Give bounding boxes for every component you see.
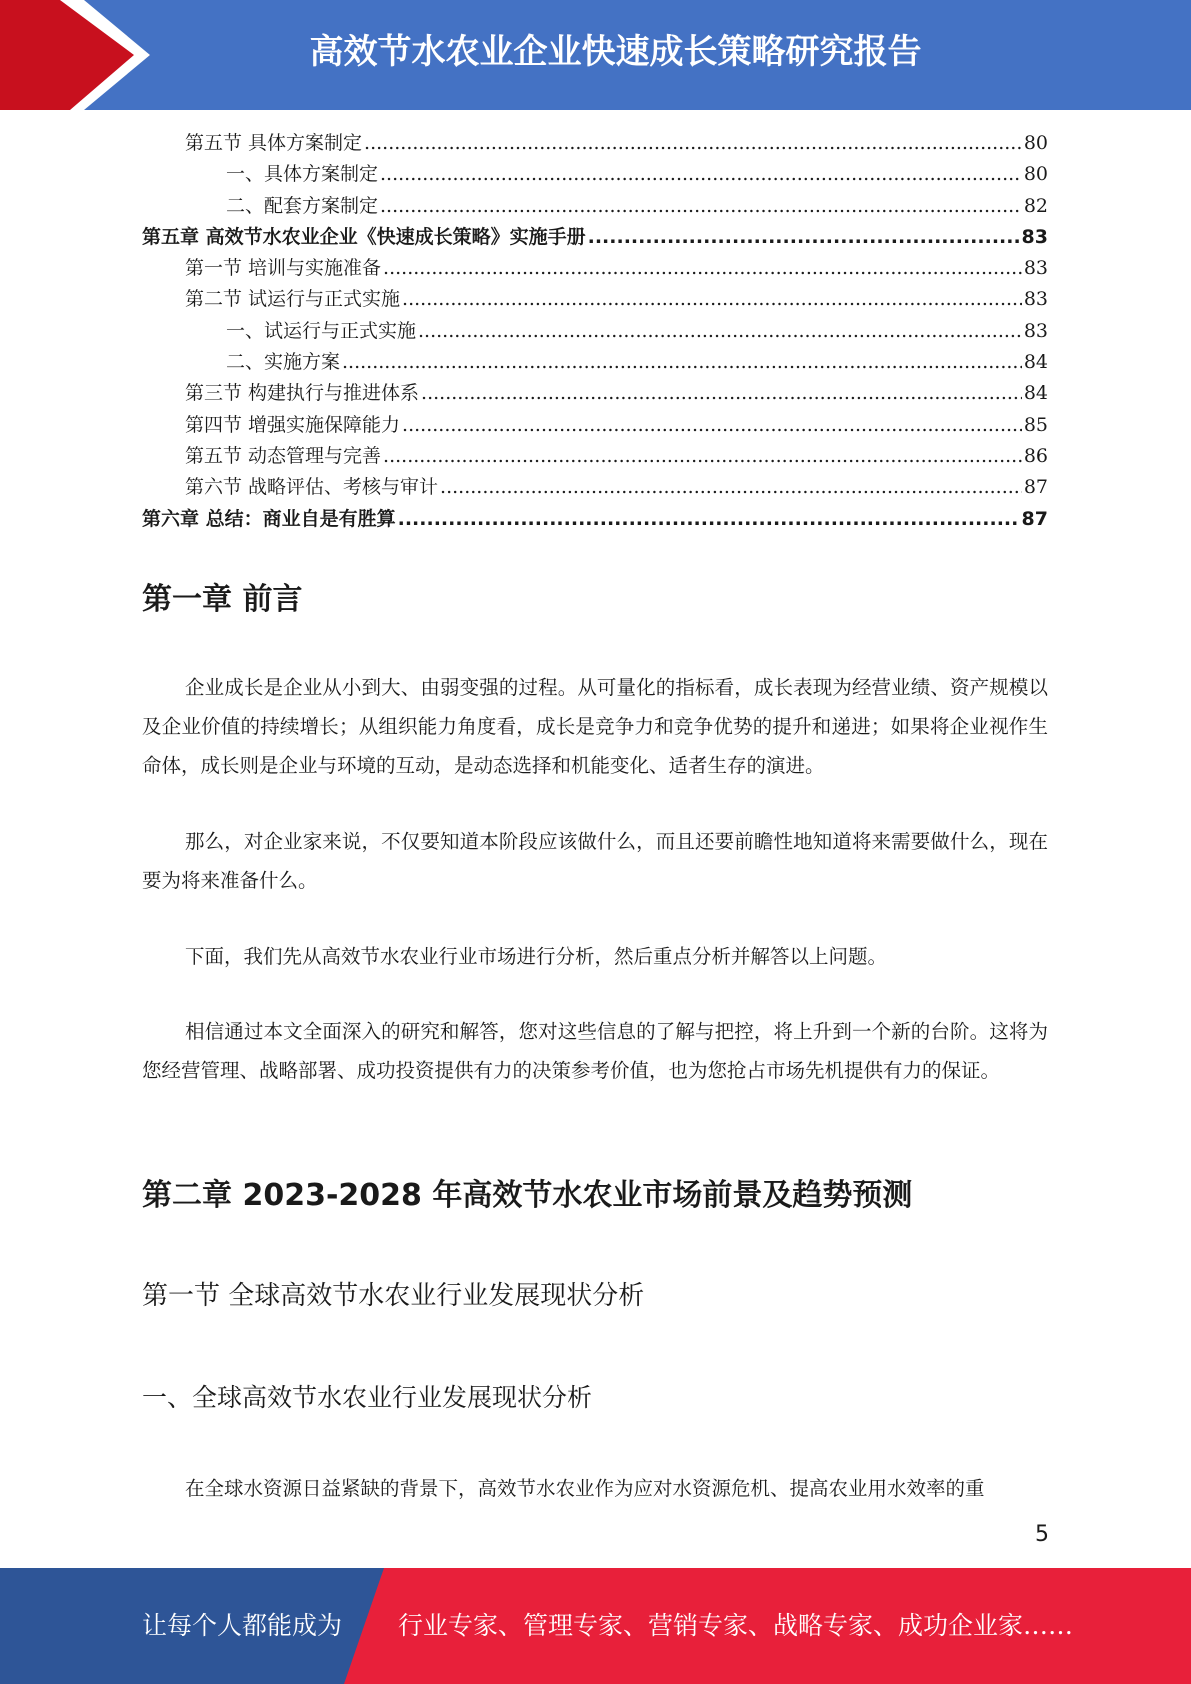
footer-slogan-left: 让每个人都能成为	[142, 1611, 343, 1640]
toc-leader-dots	[380, 159, 1022, 190]
toc-entry-label: 二、配套方案制定	[226, 194, 379, 217]
page-footer	[0, 1568, 1191, 1684]
toc-entry-label: 第五节 动态管理与完善	[185, 444, 382, 467]
toc-entry-page: 83	[1023, 319, 1048, 342]
toc-leader-dots	[364, 128, 1022, 159]
toc-entry-label: 第六节 战略评估、考核与审计	[185, 476, 439, 499]
toc-leader-dots	[383, 441, 1022, 472]
toc-leader-dots	[418, 316, 1022, 347]
toc-entry[interactable]	[142, 504, 1048, 535]
report-title: 高效节水农业企业快速成长策略研究报告	[309, 32, 922, 72]
toc-entry-label: 第三节 构建执行与推进体系	[185, 382, 420, 405]
toc-entry-label: 一、试运行与正式实施	[226, 319, 417, 342]
toc-entry[interactable]	[142, 316, 1048, 347]
body-paragraph: 相信通过本文全面深入的研究和解答，您对这些信息的了解与把控，将上升到一个新的台阶。这将为您经营管理、战略部署、成功投资提供有力的决策参考价值，也为您抢占市场先机提供有力的保证。	[142, 1020, 1048, 1082]
toc-entry-page: 85	[1023, 413, 1048, 436]
toc-entry[interactable]	[142, 222, 1048, 253]
toc-entry-label: 二、实施方案	[226, 351, 341, 374]
toc-entry-page: 87	[1023, 476, 1048, 499]
toc-entry-page: 84	[1023, 351, 1048, 374]
toc-entry[interactable]	[142, 441, 1048, 472]
toc-entry-label: 第六章 总结：商业自是有胜算	[142, 507, 396, 530]
toc-entry[interactable]	[142, 128, 1048, 159]
toc-leader-dots	[342, 347, 1022, 378]
toc-leader-dots	[398, 504, 1020, 535]
toc-entry-page: 83	[1021, 225, 1048, 248]
toc-leader-dots	[421, 378, 1022, 409]
toc-leader-dots	[588, 222, 1020, 253]
toc-leader-dots	[380, 191, 1022, 222]
toc-entry[interactable]	[142, 284, 1048, 315]
toc-entry[interactable]	[142, 410, 1048, 441]
toc-entry-label: 一、具体方案制定	[226, 163, 379, 186]
page-header	[0, 0, 1191, 110]
toc-entry[interactable]	[142, 159, 1048, 190]
subsection-heading: 一、全球高效节水农业行业发展现状分析	[142, 1383, 593, 1412]
toc-entry-page: 83	[1023, 288, 1048, 311]
toc-entry-label: 第二节 试运行与正式实施	[185, 288, 401, 311]
toc-entry-page: 83	[1023, 257, 1048, 280]
toc-entry[interactable]	[142, 472, 1048, 503]
toc-leader-dots	[402, 284, 1022, 315]
toc-entry-label: 第五章 高效节水农业企业《快速成长策略》实施手册	[142, 225, 586, 248]
toc-entry-page: 80	[1023, 132, 1048, 154]
chapter-2-heading: 第二章 2023-2028 年高效节水农业市场前景及趋势预测	[142, 1178, 913, 1213]
toc-entry-page: 82	[1023, 194, 1048, 217]
toc-entry-page: 80	[1023, 163, 1048, 186]
section-heading: 第一节 全球高效节水农业行业发展现状分析	[142, 1281, 645, 1311]
page-number: 5	[1035, 1522, 1049, 1547]
toc-entry[interactable]	[142, 191, 1048, 222]
table-of-contents	[142, 128, 1048, 535]
toc-entry[interactable]	[142, 347, 1048, 378]
toc-entry-page: 86	[1023, 444, 1048, 467]
body-paragraph: 在全球水资源日益紧缺的背景下，高效节水农业作为应对水资源危机、提高农业用水效率的重	[185, 1477, 985, 1500]
footer-slogan-right: 行业专家、管理专家、营销专家、战略专家、成功企业家……	[398, 1611, 1074, 1640]
body-paragraph: 企业成长是企业从小到大、由弱变强的过程。从可量化的指标看，成长表现为经营业绩、资产规模以及企业价值的持续增长；从组织能力角度看，成长是竞争力和竞争优势的提升和递进；如果将企业视作生命体，成长则是企业与环境的互动，是动态选择和机能变化、适者生存的演进。	[142, 676, 1048, 777]
toc-entry-page: 84	[1023, 382, 1048, 405]
toc-entry[interactable]	[142, 378, 1048, 409]
toc-leader-dots	[440, 472, 1022, 503]
toc-entry-page: 87	[1021, 507, 1048, 530]
toc-entry[interactable]	[142, 253, 1048, 284]
toc-leader-dots	[383, 253, 1022, 284]
toc-entry-label: 第五节 具体方案制定	[185, 132, 363, 154]
chapter-1-heading: 第一章 前言	[142, 582, 303, 617]
toc-leader-dots	[402, 410, 1022, 441]
body-paragraph: 那么，对企业家来说，不仅要知道本阶段应该做什么，而且还要前瞻性地知道将来需要做什么，现在要为将来准备什么。	[142, 830, 1048, 892]
toc-entry-label: 第四节 增强实施保障能力	[185, 413, 401, 436]
toc-entry-label: 第一节 培训与实施准备	[185, 257, 382, 280]
body-paragraph: 下面，我们先从高效节水农业行业市场进行分析，然后重点分析并解答以上问题。	[185, 945, 888, 968]
